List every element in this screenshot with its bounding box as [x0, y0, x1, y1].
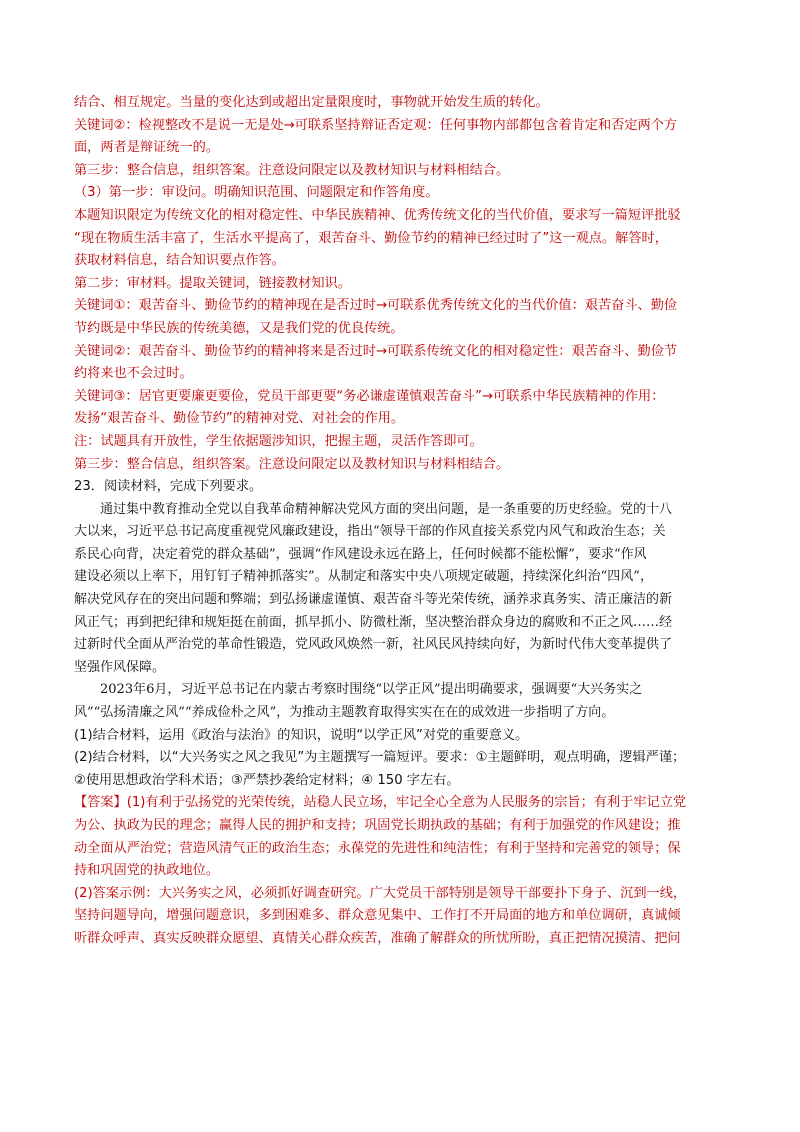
analysis-line-6: 本题知识限定为传统文化的相对稳定性、中华民族精神、优秀传统文化的当代价值，要求写一篇短评批驳	[74, 207, 681, 223]
answer-line-3: 动全面从严治党；营造风清气正的政治生态；永葆党的先进性和纯洁性；有利于坚持和完善党的领导；保	[74, 840, 681, 856]
analysis-line-17: 第三步：整合信息，组织答案。注意设问限定以及教材知识与材料相结合。	[74, 456, 510, 472]
answer-label: 【答案】	[74, 795, 127, 811]
answer-2-line-3: 听群众呼声、真实反映群众愿望、真情关心群众疾苦，准确了解群众的所忧所盼，真正把情况摸清、把问	[74, 930, 681, 946]
answer-1-text-0: (1)有利于弘扬党的光荣传统，站稳人民立场，牢记全心全意为人民服务的宗旨；有利于牢记立党	[126, 795, 687, 811]
analysis-line-7: “现在物质生活丰富了，生活水平提高了，艰苦奋斗、勤俭节约的精神已经过时了”这一观点。解答时，	[74, 230, 668, 246]
analysis-line-5: （3）第一步：审设问。明确知识范围、问题限定和作答角度。	[74, 185, 439, 201]
material-line-3: 系民心向背，决定着党的群众基础”，强调“作风建设永远在路上，任何时候都不能松懈”，要求“作风	[74, 546, 647, 562]
document-page	[74, 92, 730, 951]
analysis-line-10: 关键词①：艰苦奋斗、勤俭节约的精神现在是否过时→可联系优秀传统文化的当代价值：艰苦奋斗、勤俭	[74, 298, 678, 314]
material-line-2: 大以来，习近平总书记高度重视党风廉政建设，指出“领导干部的作风直接关系党内风气和政治生态；关	[74, 524, 666, 540]
question-material	[74, 499, 730, 680]
answer-2-line-1: (2)答案示例：大兴务实之风，必须抓好调查研究。广大党员干部特别是领导干部要扑下身子、沉到一线，	[74, 885, 687, 901]
material-line-5: 解决党风存在的突出问题和弊端；到弘扬谦虚谨慎、艰苦奋斗等光荣传统，涵养求真务实、清正廉洁的新	[74, 592, 673, 608]
material-line-6: 风正气；再到把纪律和规矩挺在前面，抓早抓小、防微杜渐，坚决整治群众身边的腐败和不正之风……经	[74, 614, 673, 630]
answer-2-line-2: 坚持问题导向，增强问题意识，多到困难多、群众意见集中、工作打不开局面的地方和单位调研，真诚倾	[74, 908, 681, 924]
analysis-line-2: 关键词②：检视整改不是说一无是处→可联系坚持辩证否定观：任何事物内部都包含着肯定和否定两个方	[74, 117, 678, 133]
analysis-line-1: 结合、相互规定。当量的变化达到或超出定量限度时，事物就开始发生质的转化。	[74, 95, 549, 110]
sub-question-1: (1)结合材料，运用《政治与法治》的知识，说明“以学正风”对党的重要意义。	[74, 727, 529, 743]
material-line-1: 通过集中教育推动全党以自我革命精神解决党风方面的突出问题，是一条重要的历史经验。党的十八	[100, 501, 673, 517]
analysis-line-14: 关键词③：居官更要廉更要俭，党员干部更要“务必谦虚谨慎艰苦奋斗”→可联系中华民族精神的作用：	[74, 388, 665, 404]
analysis-line-16: 注：试题具有开放性，学生依据题涉知识，把握主题，灵活作答即可。	[74, 433, 483, 449]
analysis-line-13: 约将来也不会过时。	[74, 366, 193, 382]
question-stem: 23．阅读材料，完成下列要求。	[74, 479, 263, 495]
analysis-line-3: 面，两者是辩证统一的。	[74, 140, 220, 156]
analysis-line-15: 发扬“艰苦奋斗、勤俭节约”的精神对党、对社会的作用。	[74, 411, 405, 427]
material2-line-1: 2023年6月，习近平总书记在内蒙古考察时围绕“以学正风”提出明确要求，强调要“大兴务实之	[100, 682, 643, 698]
sub-question-2-line-2: ②使用思想政治学科术语；③严禁抄袭给定材料；④ 150 字左右。	[74, 772, 460, 788]
answer-line-2: 为公、执政为民的理念；赢得人民的拥护和支持；巩固党长期执政的基础；有利于加强党的作风建设；推	[74, 818, 681, 833]
material2-line-2: 风”“弘扬清廉之风”“养成俭朴之风”，为推动主题教育取得实实在在的成效进一步指明了方向。	[74, 705, 615, 721]
material-line-4: 建设必须以上率下，用钉钉子精神抓落实”。从制定和落实中央八项规定破题，持续深化纠治“四风”，	[74, 569, 653, 585]
analysis-line-4: 第三步：整合信息，组织答案。注意设问限定以及教材知识与材料相结合。	[74, 162, 510, 178]
analysis-line-12: 关键词②：艰苦奋斗、勤俭节约的精神将来是否过时→可联系传统文化的相对稳定性：艰苦奋斗、勤俭节	[74, 343, 678, 359]
analysis-line-11: 节约既是中华民族的传统美德，又是我们党的优良传统。	[74, 320, 404, 336]
analysis-line-9: 第二步：审材料。提取关键词，链接教材知识。	[74, 275, 351, 291]
sub-question-2-line-1: (2)结合材料，以“大兴务实之风之我见”为主题撰写一篇短评。要求：①主题鲜明，观点明确，逻辑严谨；	[74, 750, 686, 766]
material-line-8: 坚强作风保障。	[74, 659, 166, 675]
question-material-2	[74, 679, 730, 724]
material-line-7: 过新时代全面从严治党的革命性锻造，党风政风焕然一新，社风民风持续向好，为新时代伟大变革提供了	[74, 637, 673, 653]
analysis-section	[74, 92, 730, 476]
analysis-line-8: 获取材料信息，结合知识要点作答。	[74, 253, 285, 269]
answer-line-1	[74, 792, 730, 815]
answer-line-4: 持和巩固党的执政地位。	[74, 863, 220, 879]
